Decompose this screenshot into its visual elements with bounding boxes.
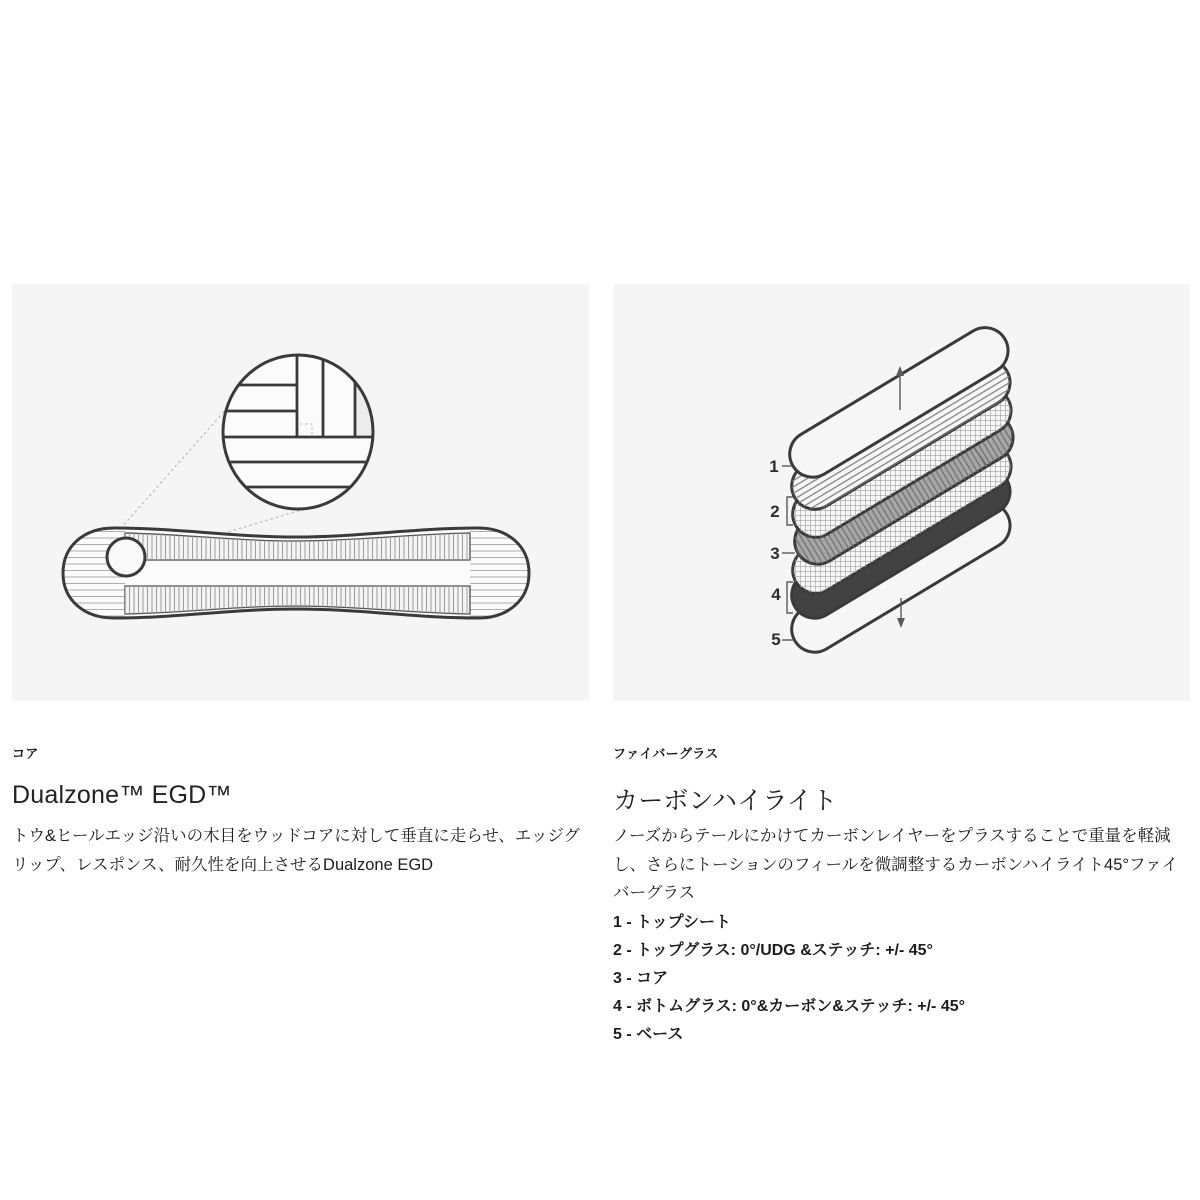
fiberglass-illustration-panel [613,284,1190,701]
fiberglass-category-label: ファイバーグラス [613,746,719,761]
detail-source-circle [107,538,145,576]
layer-legend-item-3: 3 - コア [613,969,669,987]
layer-number-5: 5 [771,630,781,649]
fiberglass-description-text: ノーズからテールにかけてカーボンレイヤーをプラスすることで重量を軽減し、さらにトーションのフィールを微調整するカーボンハイライト45°ファイバーグラス [613,827,1179,902]
core-tech-heading: Dualzone™ EGD™ [12,781,232,809]
layer-legend-item-4: 4 - ボトムグラス: 0°&カーボン&ステッチ: +/- 45° [613,997,966,1015]
fiberglass-tech-description [613,822,1191,1049]
layer-number-2: 2 [770,502,780,521]
layer-legend-list [613,909,1191,1049]
layer-legend-item-5: 5 - ベース [613,1025,684,1043]
layer-number-4: 4 [771,585,781,604]
layer-number-1: 1 [769,457,779,476]
layer-legend-item-2: 2 - トップグラス: 0°/UDG &ステッチ: +/- 45° [613,941,933,959]
grain-detail-circle [202,334,384,509]
layer-legend-item-1: 1 - トップシート [613,913,731,931]
fiberglass-tech-heading: カーボンハイライト [613,787,838,815]
snowboard-top-view [57,522,537,626]
layer-number-3: 3 [770,544,780,563]
core-illustration-panel [12,284,589,701]
layer-stack-diagram [613,284,1190,701]
core-category-label: コア [12,746,39,761]
core-tech-description: トウ&ヒールエッジ沿いの木目をウッドコアに対して垂直に走らせ、エッジグリップ、レスポンス、耐久性を向上させるDualzone EGD [12,827,581,874]
snowboard-grain-illustration [12,284,589,701]
